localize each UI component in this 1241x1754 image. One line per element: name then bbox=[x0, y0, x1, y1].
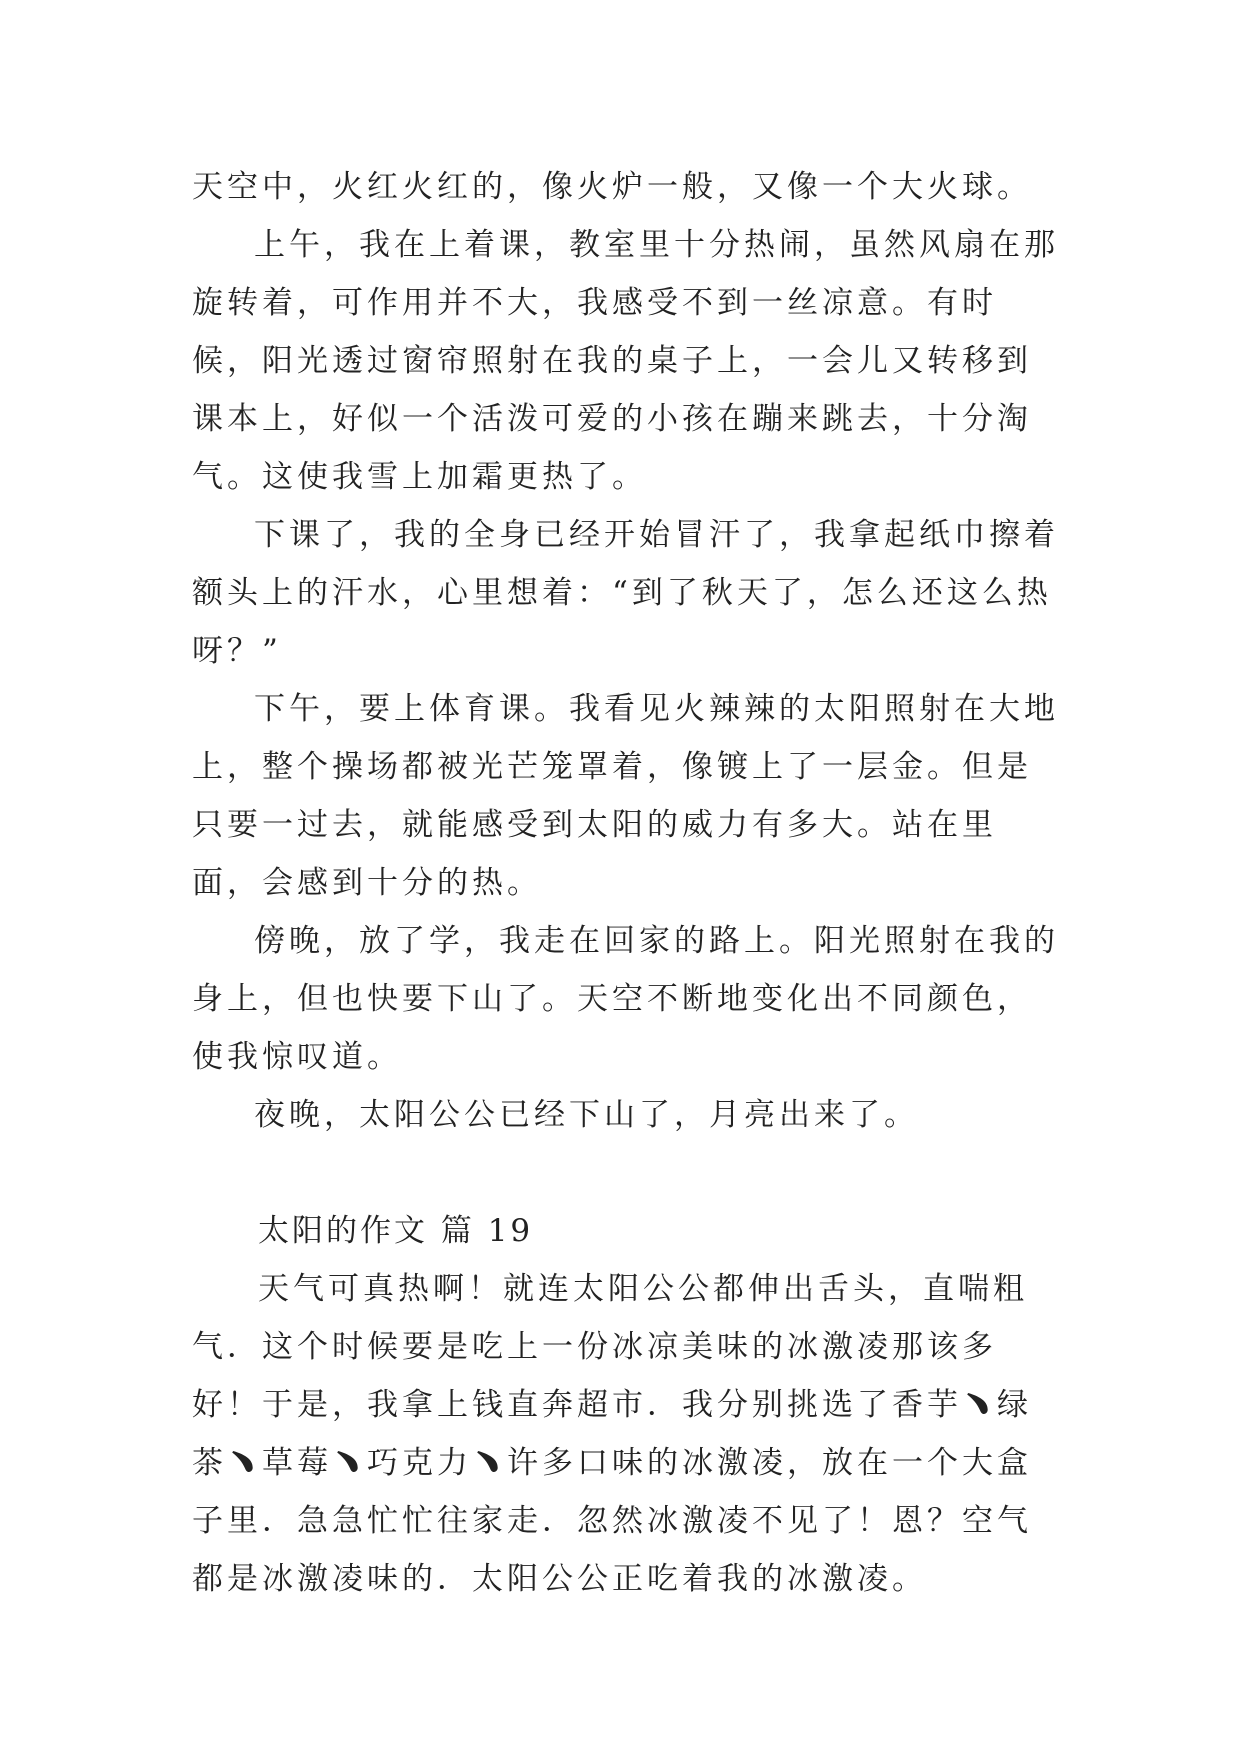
section-spacer bbox=[192, 1144, 1062, 1202]
paragraph-continuation: 天空中，火红火红的，像火炉一般，又像一个大火球。 bbox=[192, 169, 1032, 205]
paragraph-after-class: 下课了，我的全身已经开始冒汗了，我拿起纸巾擦着额头上的汗水，心里想着：“到了秋天了，怎么还这么热呀？” bbox=[192, 517, 1059, 669]
document-body bbox=[192, 158, 1062, 1608]
paragraph-afternoon: 下午，要上体育课。我看见火辣辣的太阳照射在大地上，整个操场都被光芒笼罩着，像镀上了一层金。但是只要一过去，就能感受到太阳的威力有多大。站在里面，会感到十分的热。 bbox=[192, 691, 1059, 901]
paragraph-night: 夜晚，太阳公公已经下山了，月亮出来了。 bbox=[254, 1097, 919, 1133]
paragraph-ice-cream: 天气可真热啊！就连太阳公公都伸出舌头，直喘粗气．这个时候要是吃上一份冰凉美味的冰激凌那该多好！于是，我拿上钱直奔超市．我分别挑选了香芋﹅绿茶﹅草莓﹅巧克力﹅许多口味的冰激凌，放在一个大盒子里．急急忙忙往家走．忽然冰激凌不见了！恩？空气都是冰激凌味的．太阳公公正吃着我的冰激凌。 bbox=[192, 1271, 1032, 1597]
section-heading: 太阳的作文 篇 19 bbox=[258, 1213, 534, 1249]
paragraph-evening: 傍晚，放了学，我走在回家的路上。阳光照射在我的身上，但也快要下山了。天空不断地变化出不同颜色，使我惊叹道。 bbox=[192, 923, 1059, 1075]
paragraph-morning: 上午，我在上着课，教室里十分热闹，虽然风扇在那旋转着，可作用并不大，我感受不到一丝凉意。有时候，阳光透过窗帘照射在我的桌子上，一会儿又转移到课本上，好似一个活泼可爱的小孩在蹦来跳去，十分淘气。这使我雪上加霜更热了。 bbox=[192, 227, 1059, 495]
